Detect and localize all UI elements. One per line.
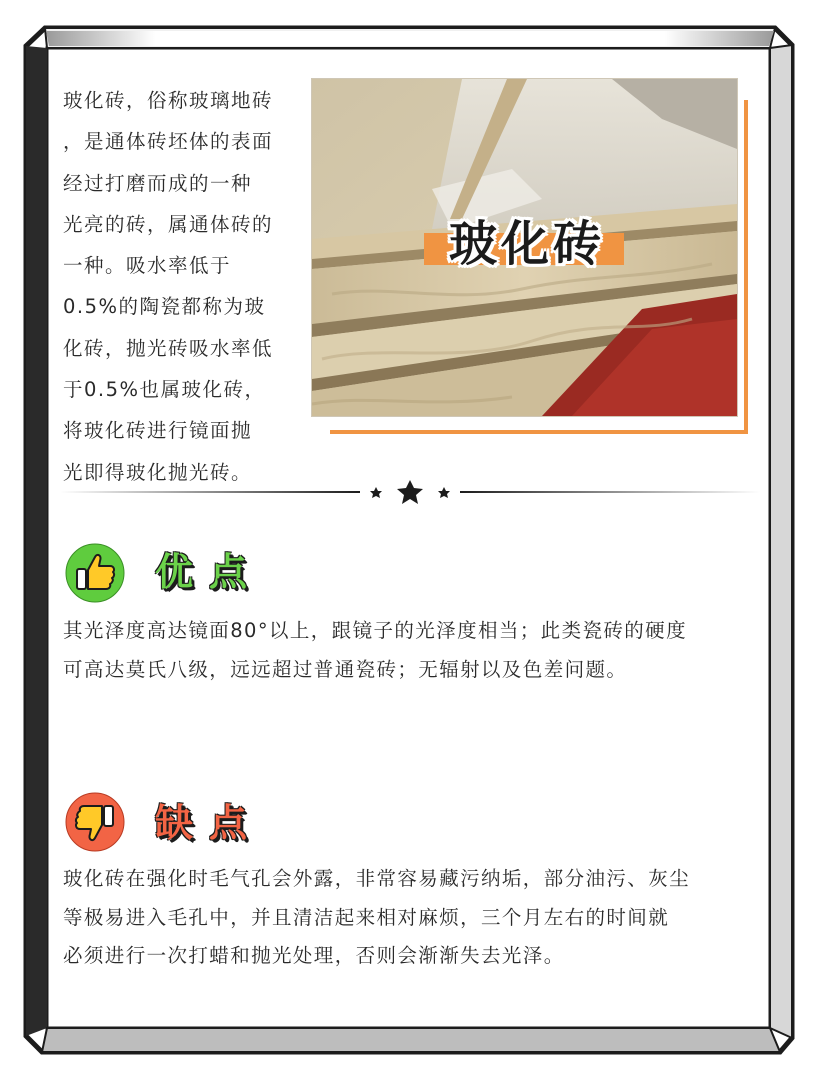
pros-title: 优点 xyxy=(155,550,264,594)
cons-paragraph: 玻化砖在强化时毛气孔会外露，非常容易藏污纳垢，部分油污、灰尘 等极易进入毛孔中，并且清洁起来相对麻烦，三个月左右的时间就 必须进行一次打蜡和抛光处理，否则会渐渐失去光泽。 xyxy=(63,867,691,967)
photo-label: 玻化砖 xyxy=(448,216,605,272)
thumbs-down-icon xyxy=(65,792,125,852)
pros-paragraph: 其光泽度高达镜面80°以上，跟镜子的光泽度相当；此类瓷砖的硬度 可高达莫氏八级，远远超过普通瓷砖；无辐射以及色差问题。 xyxy=(63,619,687,681)
cons-title: 缺点 xyxy=(155,801,264,845)
tile-photo xyxy=(312,79,737,416)
thumbs-up-icon xyxy=(65,543,125,603)
intro-paragraph: 玻化砖，俗称玻璃地砖 ，是通体砖坯体的表面 经过打磨而成的一种 光亮的砖，属通体砖的 一种。吸水率低于 0.5%的陶瓷都称为玻 化砖，抛光砖吸水率低 于0.5%也属玻化砖， 将玻化砖进行镜面抛 光即得玻化抛光砖。 xyxy=(63,89,274,484)
star-divider xyxy=(60,480,760,504)
